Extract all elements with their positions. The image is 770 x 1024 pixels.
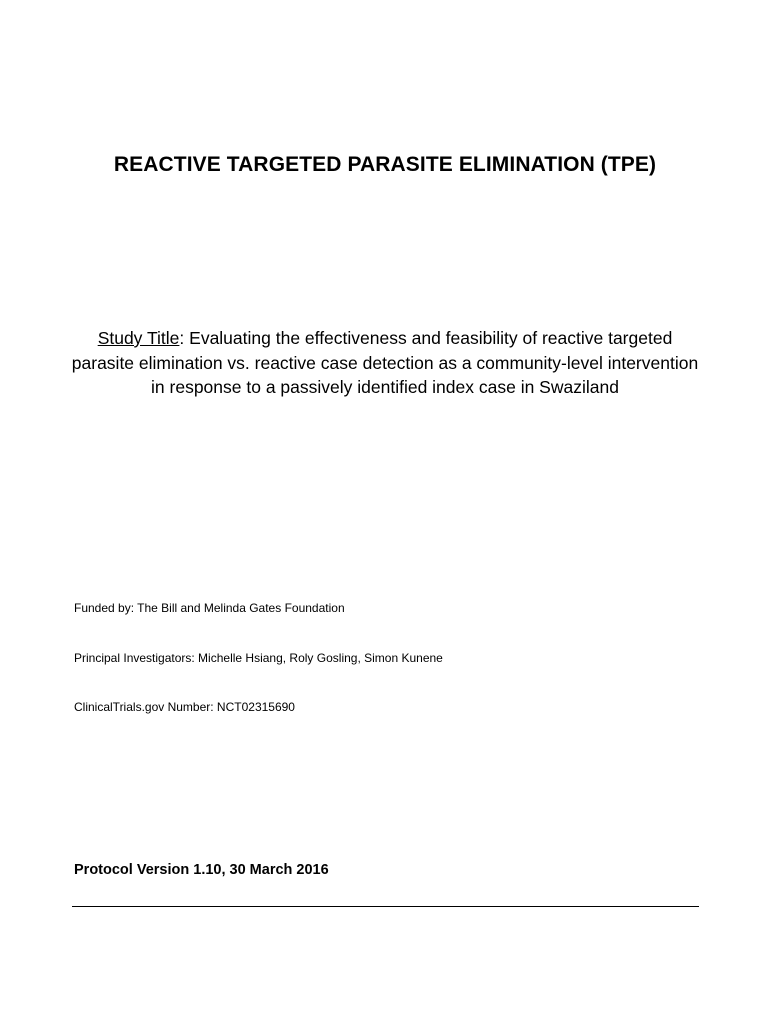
study-title-text: Evaluating the effectiveness and feasibility of reactive targeted parasite elimination vs. reactive case detection as a community-level intervention in response to a passively identified index case in Swaziland — [71, 328, 699, 397]
clinicaltrials-number-line: ClinicalTrials.gov Number: NCT02315690 — [74, 700, 295, 714]
principal-investigators-line: Principal Investigators: Michelle Hsiang, Roly Gosling, Simon Kunene — [74, 651, 443, 665]
study-title-separator: : — [179, 328, 190, 348]
horizontal-rule — [72, 906, 699, 907]
study-title-label: Study Title — [97, 328, 180, 348]
document-title: REACTIVE TARGETED PARASITE ELIMINATION (TPE) — [113, 153, 657, 176]
funded-by-line: Funded by: The Bill and Melinda Gates Foundation — [74, 601, 345, 615]
study-title-paragraph — [70, 326, 700, 400]
protocol-version: Protocol Version 1.10, 30 March 2016 — [74, 862, 329, 878]
